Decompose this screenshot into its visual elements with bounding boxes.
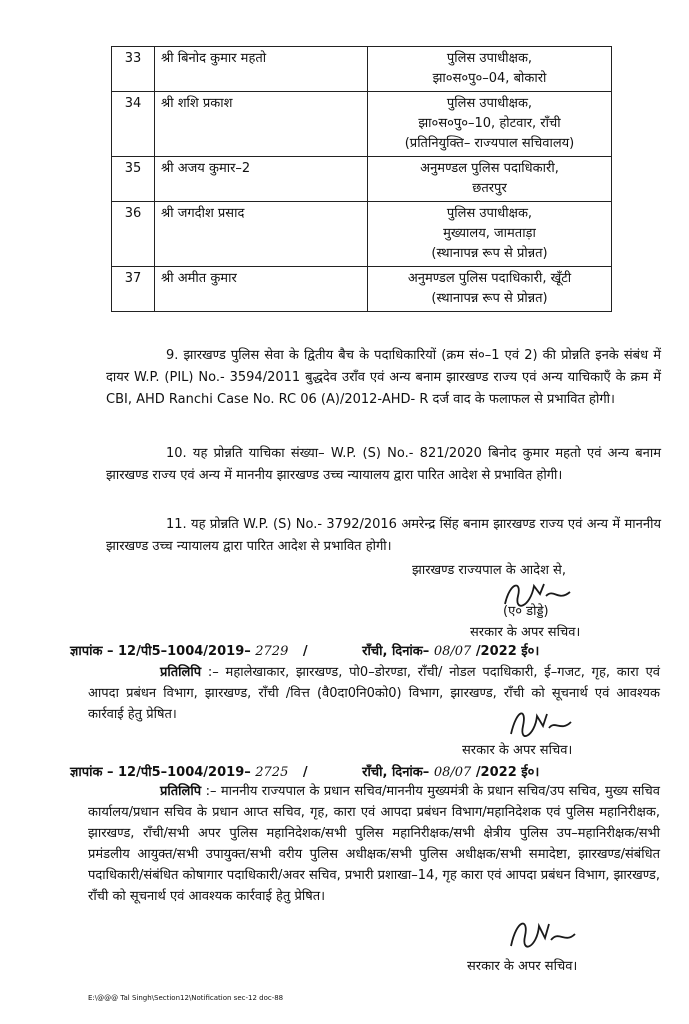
memo-2-date-handwritten: 08/07 bbox=[433, 765, 472, 780]
memo-2-number-handwritten: 2725 bbox=[255, 765, 289, 780]
posting-cell bbox=[368, 157, 612, 202]
memo-1-number-handwritten: 2729 bbox=[255, 644, 289, 659]
memo-2-header bbox=[70, 762, 670, 780]
posting-line: पुलिस उपाधीक्षक, bbox=[446, 96, 533, 111]
table-row bbox=[112, 267, 612, 312]
memo-2-copy-label: प्रतिलिपि bbox=[160, 784, 202, 799]
serial-number: 35 bbox=[112, 157, 155, 202]
memo-1-copy-label: प्रतिलिपि bbox=[160, 665, 202, 680]
file-path-footer: E:\@@@ Tal Singh\Section12\Notification sec-12 doc-88 bbox=[88, 994, 284, 1002]
table-row bbox=[112, 92, 612, 157]
memo-1-copy-text: :– महालेखाकार, झारखण्ड, पो0–डोरण्डा, राँची/ नोडल पदाधिकारी, ई–गजट, गृह, कारा एवं आपदा प्रबंधन विभाग, झारखण्ड, राँची /वित्त (वै0दा0नि0को0) विभाग, झारखण्ड, राँची को सूचनार्थ एवं आवश्यक कार्रवाई हेतु प्रेषित। bbox=[88, 665, 660, 722]
memo-1-year: /2022 ई०। bbox=[475, 644, 540, 659]
paragraph-9: 9. झारखण्ड पुलिस सेवा के द्वितीय बैच के पदाधिकारियों (क्रम सं०–1 एवं 2) की प्रोन्नति इनके संबंध में दायर W.P. (PIL) No.- 3594/2011 बुद्धदेव उराँव एवं अन्य बनाम झारखण्ड राज्य एवं अन्य याचिकाएँ के क्रम में CBI, AHD Ranchi Case No. RC 06 (A)/2012-AHD- R दर्ज वाद के फलाफल से प्रभावित होगी। bbox=[106, 348, 661, 407]
memo-2-place-date: राँची, दिनांक– bbox=[362, 765, 430, 780]
memo-1-signatory-designation: सरकार के अपर सचिव। bbox=[462, 743, 573, 758]
serial-number: 36 bbox=[112, 202, 155, 267]
memo-2-number: ज्ञापांक – 12/पी5–1004/2019– bbox=[70, 765, 251, 780]
officer-name: श्री अमीत कुमार bbox=[155, 267, 368, 312]
serial-number: 33 bbox=[112, 47, 155, 92]
posting-line: (स्थानापन्न रूप से प्रोन्नत) bbox=[431, 246, 548, 261]
paragraph-10: 10. यह प्रोन्नति याचिका संख्या– W.P. (S) No.- 821/2020 बिनोद कुमार महतो एवं अन्य बनाम झारखण्ड राज्य एवं अन्य में माननीय झारखण्ड उच्च न्यायालय द्वारा पारित आदेश से प्रभावित होगी। bbox=[106, 446, 661, 483]
officer-name: श्री अजय कुमार–2 bbox=[155, 157, 368, 202]
memo-2-copy-text: :– माननीय राज्यपाल के प्रधान सचिव/माननीय मुख्यमंत्री के प्रधान सचिव/उप सचिव, मुख्य सचिव कार्यालय/प्रधान सचिव के प्रधान आप्त सचिव, गृह, कारा एवं आपदा प्रबंधन विभाग/महानिदेशक एवं पुलिस महानिरीक्षक, झारखण्ड, राँची/सभी अपर पुलिस महानिदेशक/सभी पुलिस महानिरीक्षक/सभी क्षेत्रीय पुलिस उप–महानिरीक्षक/सभी प्रमंडलीय आयुक्त/सभी उपायुक्त/सभी वरीय पुलिस अधीक्षक/सभी पुलिस अधीक्षक/सभी समादेष्टा, झारखण्ड/संबंधित पदाधिकारी/संबंधित कोषागार पदाधिकारी/अवर सचिव, प्रभारी प्रशाखा–14, गृह कारा एवं आपदा प्रबंधन विभाग, झारखण्ड, राँची को सूचनार्थ एवं आवश्यक कार्रवाई हेतु प्रेषित। bbox=[88, 784, 660, 904]
order-line: झारखण्ड राज्यपाल के आदेश से, bbox=[412, 563, 566, 578]
memo-2-copy bbox=[88, 781, 660, 907]
memo-2-signatory-designation: सरकार के अपर सचिव। bbox=[467, 959, 578, 974]
posting-line: पुलिस उपाधीक्षक, bbox=[446, 206, 533, 221]
officer-name: श्री बिनोद कुमार महतो bbox=[155, 47, 368, 92]
posting-cell bbox=[368, 47, 612, 92]
table-row bbox=[112, 202, 612, 267]
posting-line: झा०स०पु०–04, बोकारो bbox=[432, 71, 547, 86]
officers-table bbox=[111, 46, 612, 312]
memo-1-place-date: राँची, दिनांक– bbox=[362, 644, 430, 659]
posting-line: अनुमण्डल पुलिस पदाधिकारी, खूँटी bbox=[407, 271, 572, 286]
posting-cell bbox=[368, 92, 612, 157]
officer-name: श्री शशि प्रकाश bbox=[155, 92, 368, 157]
memo-1-header bbox=[70, 641, 670, 659]
memo-1-slash: / bbox=[302, 644, 308, 659]
memo-1-number: ज्ञापांक – 12/पी5–1004/2019– bbox=[70, 644, 251, 659]
table-row bbox=[112, 47, 612, 92]
paragraph-11: 11. यह प्रोन्नति W.P. (S) No.- 3792/2016 अमरेन्द्र सिंह बनाम झारखण्ड राज्य एवं अन्य में माननीय झारखण्ड उच्च न्यायालय द्वारा पारित आदेश से प्रभावित होगी। bbox=[106, 517, 661, 554]
posting-line: (प्रतिनियुक्ति– राज्यपाल सचिवालय) bbox=[404, 136, 575, 151]
memo-2-year: /2022 ई०। bbox=[475, 765, 540, 780]
posting-line: (स्थानापन्न रूप से प्रोन्नत) bbox=[431, 291, 548, 306]
posting-line: मुख्यालय, जामताड़ा bbox=[443, 226, 536, 241]
memo-1-date-handwritten: 08/07 bbox=[433, 644, 472, 659]
posting-line: पुलिस उपाधीक्षक, bbox=[446, 51, 533, 66]
signatory-designation: सरकार के अपर सचिव। bbox=[470, 625, 581, 640]
serial-number: 34 bbox=[112, 92, 155, 157]
serial-number: 37 bbox=[112, 267, 155, 312]
signatory-name: (ए० डोड्डे) bbox=[503, 604, 549, 619]
posting-line: झा०स०पु०–10, होटवार, राँची bbox=[418, 116, 561, 131]
posting-line: छतरपुर bbox=[472, 181, 507, 196]
memo-2-slash: / bbox=[302, 765, 308, 780]
signature-2 bbox=[505, 702, 575, 744]
posting-cell bbox=[368, 202, 612, 267]
officer-name: श्री जगदीश प्रसाद bbox=[155, 202, 368, 267]
signature-3 bbox=[505, 912, 580, 956]
table-row bbox=[112, 157, 612, 202]
posting-cell bbox=[368, 267, 612, 312]
posting-line: अनुमण्डल पुलिस पदाधिकारी, bbox=[420, 161, 559, 176]
